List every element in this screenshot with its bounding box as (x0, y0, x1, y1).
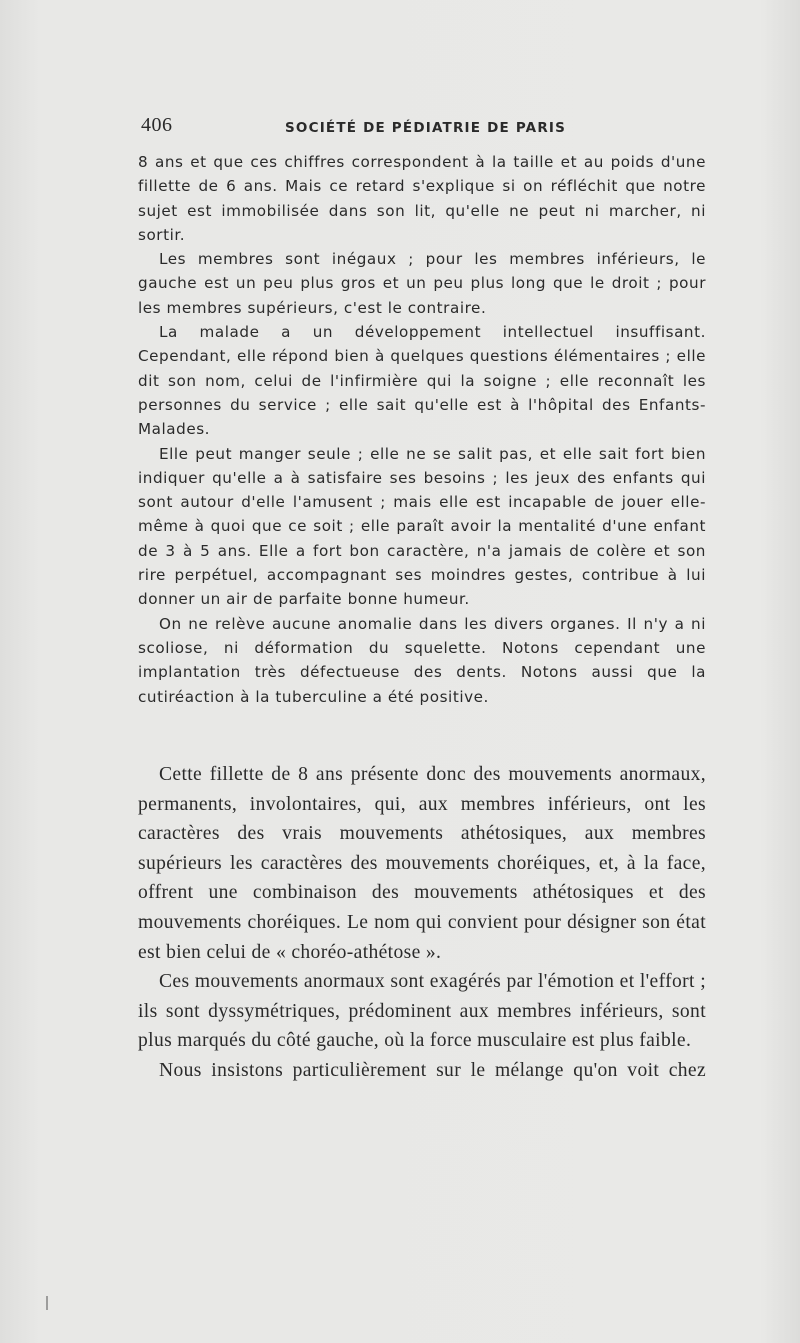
paragraph-organs: On ne relève aucune anomalie dans les divers organes. Il n'y a ni scoliose, ni déformation du squelette. Notons cependant une implantation très défectueuse des dents. Notons aussi que la cutiréaction à la tuberculine a été positive. (138, 614, 706, 706)
paragraph-behaviour: Elle peut manger seule ; elle ne se salit pas, et elle sait fort bien indiquer qu'elle a à satisfaire ses besoins ; les jeux des enfants qui sont autour d'elle l'amusent ; mais elle est incapable de jouer elle-même à quoi que ce soit ; elle paraît avoir la mentalité d'une enfant de 3 à 5 ans. Elle a fort bon caractère, n'a jamais de colère et son rire perpétuel, accompagnant ses moindres gestes, contribue à lui donner un air de parfaite bonne humeur. (138, 444, 706, 609)
paragraph-limbs: Les membres sont inégaux ; pour les membres inférieurs, le gauche est un peu plus gros et un peu plus long que le droit ; pour les membres supérieurs, c'est le contraire. (138, 250, 706, 317)
small-print-section (138, 150, 706, 709)
paragraph-growth: 8 ans et que ces chiffres correspondent à la taille et au poids d'une fillette de 6 ans. Mais ce retard s'explique si on réfléchit que notre sujet est immobilisée dans son lit, qu'elle ne peut ni marcher, ni sortir. (138, 153, 706, 244)
margin-mark (46, 1296, 48, 1310)
page-number: 406 (141, 114, 173, 136)
paragraph-exaggeration: Ces mouvements anormaux sont exagérés par l'émotion et l'effort ; ils sont dyssymétriques, prédominent aux membres inférieurs, sont plus marqués du côté gauche, où la force musculaire est plus faible. (138, 971, 706, 1052)
paragraph-insistence: Nous insistons particulièrement sur le mélange qu'on voit chez (159, 1059, 706, 1081)
paragraph-summary: Cette fillette de 8 ans présente donc des mouvements anormaux, permanents, involontaires, qui, aux membres inférieurs, ont les caractères des vrais mouvements athétosiques, aux membres supérieurs les caractères des mouvements choréiques, et, à la face, offrent une combinaison des mouvements athétosiques et des mouvements choréiques. Le nom qui convient pour désigner son état est bien celui de « choréo-athétose ». (138, 764, 706, 963)
page-header (138, 114, 710, 144)
paragraph-intellect: La malade a un développement intellectuel insuffisant. Cependant, elle répond bien à quelques questions élémentaires ; elle dit son nom, celui de l'infirmière qui la soigne ; elle reconnaît les personnes du service ; elle sait qu'elle est à l'hôpital des Enfants-Malades. (138, 323, 706, 439)
running-title: SOCIÉTÉ DE PÉDIATRIE DE PARIS (285, 120, 567, 136)
large-print-section (138, 760, 706, 1086)
